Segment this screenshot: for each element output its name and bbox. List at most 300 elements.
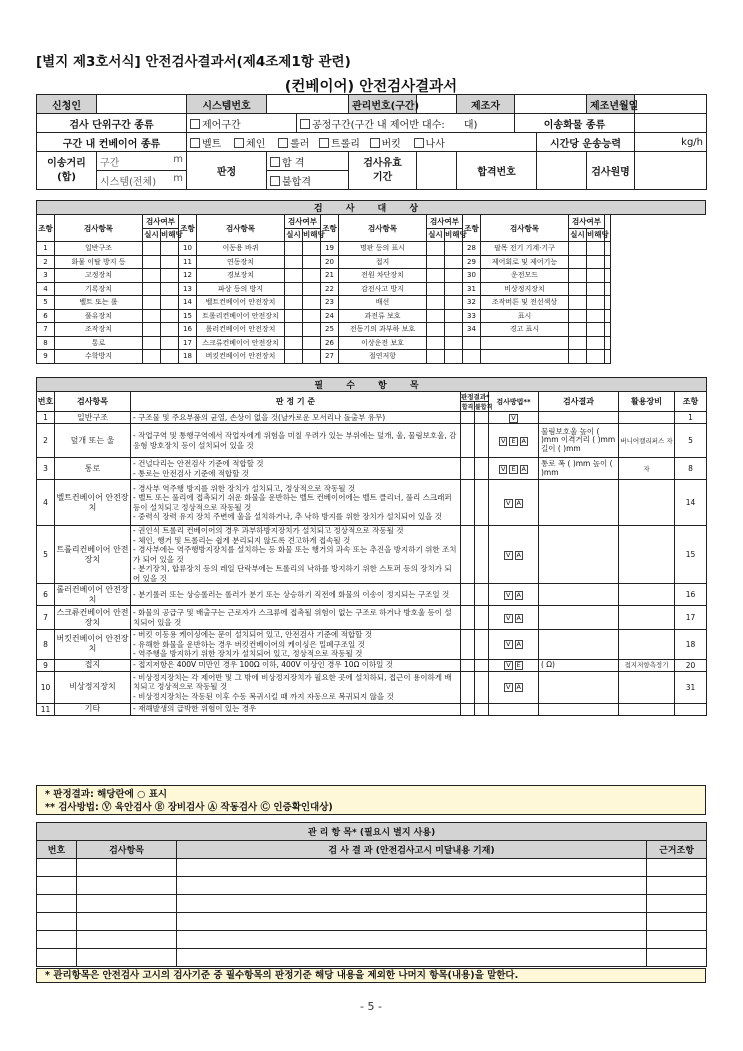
target-na-check[interactable] bbox=[303, 323, 321, 337]
req-result[interactable] bbox=[539, 526, 619, 584]
target-na-check[interactable] bbox=[587, 309, 605, 323]
target-clause-no: 18 bbox=[179, 350, 197, 364]
target-na-check[interactable] bbox=[587, 350, 605, 364]
target-item-name: 경고 표시 bbox=[481, 323, 569, 337]
target-do-check[interactable] bbox=[285, 242, 303, 256]
target-na-check[interactable] bbox=[587, 282, 605, 296]
mgmt-cell[interactable] bbox=[647, 859, 707, 877]
targets-h-no: 조항 bbox=[463, 215, 481, 242]
req-fail-cell[interactable] bbox=[475, 659, 489, 671]
target-do-check[interactable] bbox=[285, 323, 303, 337]
mgmt-cell[interactable] bbox=[77, 949, 177, 967]
req-method bbox=[489, 458, 539, 480]
target-do-check[interactable] bbox=[427, 296, 445, 310]
req-fail-cell[interactable] bbox=[475, 584, 489, 606]
method-v-icon: V bbox=[500, 436, 506, 445]
req-fail-cell[interactable] bbox=[475, 526, 489, 584]
mgmt-cell[interactable] bbox=[647, 877, 707, 895]
mgmt-cell[interactable] bbox=[77, 913, 177, 931]
target-na-check[interactable] bbox=[445, 255, 463, 269]
option-pass[interactable]: 합 격 bbox=[267, 152, 349, 171]
targets-h-no: 조항 bbox=[179, 215, 197, 242]
targets-row bbox=[37, 255, 706, 269]
page-number: - 5 - bbox=[360, 1000, 382, 1013]
target-item-name: 고정장치 bbox=[55, 269, 143, 283]
req-pass-cell[interactable] bbox=[461, 458, 475, 480]
checkbox-fail[interactable] bbox=[270, 176, 280, 186]
req-pass-cell[interactable] bbox=[461, 630, 475, 660]
mgmt-cell[interactable] bbox=[37, 895, 77, 913]
mgmt-cell[interactable] bbox=[647, 949, 707, 967]
target-na-check[interactable] bbox=[587, 296, 605, 310]
target-na-check[interactable] bbox=[445, 309, 463, 323]
target-do-check[interactable] bbox=[569, 269, 587, 283]
req-equipment: 자 bbox=[619, 458, 675, 480]
field-maker[interactable] bbox=[515, 95, 587, 114]
req-h-crit: 판 정 기 준 bbox=[131, 392, 461, 412]
req-fail-cell[interactable] bbox=[475, 412, 489, 424]
req-criteria: - 건널다리는 안전검사 기준에 적합할 것 - 통로는 안전검사 기준에 적합할 것 bbox=[131, 458, 461, 480]
mgmt-row bbox=[37, 949, 707, 967]
req-clause: 18 bbox=[675, 630, 707, 660]
checkbox-process[interactable] bbox=[300, 119, 310, 129]
target-do-check[interactable] bbox=[569, 242, 587, 256]
targets-h-not: 비해당 bbox=[587, 228, 605, 242]
req-pass-cell[interactable] bbox=[461, 526, 475, 584]
req-fail-cell[interactable] bbox=[475, 458, 489, 480]
req-h-result: 검사결과 bbox=[539, 392, 619, 412]
label-mgmt-no: 관리번호(구간) bbox=[349, 95, 417, 114]
target-do-check[interactable] bbox=[285, 336, 303, 350]
target-na-check[interactable] bbox=[303, 242, 321, 256]
target-item-name: 파상 등의 방지 bbox=[197, 282, 285, 296]
required-row bbox=[37, 424, 707, 458]
target-do-check[interactable] bbox=[143, 296, 161, 310]
target-clause-no: 14 bbox=[179, 296, 197, 310]
mgmt-cell[interactable] bbox=[647, 895, 707, 913]
target-item-name: 통로 bbox=[55, 336, 143, 350]
target-item-name: 롤러컨베이어 안전장치 bbox=[197, 323, 285, 337]
req-no: 2 bbox=[37, 424, 55, 458]
label-inspector: 검사원명 bbox=[587, 152, 635, 190]
method-v-icon: V bbox=[511, 413, 516, 422]
req-equipment: 접지저항측정기 bbox=[619, 659, 675, 671]
mgmt-cell[interactable] bbox=[177, 949, 647, 967]
target-na-check[interactable] bbox=[161, 255, 179, 269]
target-item-name: 이상운전 보호 bbox=[339, 336, 427, 350]
target-do-check[interactable] bbox=[427, 255, 445, 269]
req-clause: 8 bbox=[675, 458, 707, 480]
req-clause: 31 bbox=[675, 671, 707, 703]
req-result[interactable] bbox=[539, 480, 619, 526]
required-row bbox=[37, 606, 707, 630]
req-h-no: 번호 bbox=[37, 392, 55, 412]
checkbox-chain[interactable] bbox=[234, 138, 244, 148]
target-do-check[interactable] bbox=[569, 323, 587, 337]
target-do-check[interactable] bbox=[285, 282, 303, 296]
req-fail-cell[interactable] bbox=[475, 671, 489, 703]
mgmt-cell[interactable] bbox=[177, 913, 647, 931]
target-na-check[interactable] bbox=[303, 269, 321, 283]
target-na-check[interactable] bbox=[445, 323, 463, 337]
required-row bbox=[37, 412, 707, 424]
req-no: 1 bbox=[37, 412, 55, 424]
targets-h-yn: 검사여부 bbox=[143, 215, 179, 229]
target-na-check[interactable] bbox=[161, 269, 179, 283]
req-criteria: - 비상정지장치는 각 제어반 및 그 밖에 비상정지장치가 필요한 곳에 설치하되, 접근이 용이하게 배치되고 정상적으로 작동될 것 - 비상정지장치는 작동된 이후 수동 복귀시킬 때 까지 자동으로 복귀되지 않을 것 bbox=[131, 671, 461, 703]
field-inspector[interactable] bbox=[635, 152, 707, 190]
target-do-check[interactable] bbox=[285, 269, 303, 283]
target-clause-no bbox=[463, 336, 481, 350]
target-na-check[interactable] bbox=[161, 282, 179, 296]
method-e-icon: E bbox=[516, 661, 521, 669]
target-item-name bbox=[481, 350, 569, 364]
target-do-check[interactable] bbox=[427, 309, 445, 323]
target-item-name: 벨트컨베이어 안전장치 bbox=[197, 296, 285, 310]
req-method bbox=[489, 412, 539, 424]
req-fail-cell[interactable] bbox=[475, 480, 489, 526]
method-a-icon: A bbox=[516, 498, 521, 507]
target-clause-no: 21 bbox=[321, 269, 339, 283]
field-system-no[interactable] bbox=[267, 95, 349, 114]
field-capacity[interactable]: kg/h bbox=[635, 133, 707, 152]
mgmt-cell[interactable] bbox=[37, 859, 77, 877]
targets-h-item: 검사항목 bbox=[481, 215, 569, 242]
target-do-check[interactable] bbox=[427, 242, 445, 256]
target-na-check[interactable] bbox=[161, 309, 179, 323]
target-clause-no: 28 bbox=[463, 242, 481, 256]
target-na-check[interactable] bbox=[161, 242, 179, 256]
target-do-check[interactable] bbox=[427, 336, 445, 350]
target-do-check[interactable] bbox=[427, 269, 445, 283]
target-item-name bbox=[481, 336, 569, 350]
note-judge: * 판정결과: 해당란에 ○ 표시 bbox=[45, 789, 168, 800]
mgmt-h-clause: 근거조항 bbox=[647, 841, 707, 859]
target-item-name: 버킷컨베이어 안전장치 bbox=[197, 350, 285, 364]
target-do-check[interactable] bbox=[143, 336, 161, 350]
field-distance-system[interactable]: 시스템(전체) m bbox=[97, 171, 187, 190]
req-item: 버킷컨베이어 안전장치 bbox=[55, 630, 131, 660]
target-item-name: 수학방지 bbox=[55, 350, 143, 364]
checkbox-screw[interactable] bbox=[414, 138, 424, 148]
target-na-check[interactable] bbox=[587, 255, 605, 269]
target-clause-no: 16 bbox=[179, 323, 197, 337]
mgmt-row bbox=[37, 913, 707, 931]
target-na-check[interactable] bbox=[445, 282, 463, 296]
target-do-check[interactable] bbox=[285, 309, 303, 323]
method-a-icon: A bbox=[516, 590, 521, 599]
mgmt-cell[interactable] bbox=[77, 877, 177, 895]
target-do-check[interactable] bbox=[427, 282, 445, 296]
target-do-check[interactable] bbox=[427, 350, 445, 364]
target-na-check[interactable] bbox=[587, 242, 605, 256]
mgmt-cell[interactable] bbox=[647, 931, 707, 949]
req-fail-cell[interactable] bbox=[475, 630, 489, 660]
mgmt-cell[interactable] bbox=[77, 895, 177, 913]
target-na-check[interactable] bbox=[587, 323, 605, 337]
checkbox-bucket[interactable] bbox=[370, 138, 380, 148]
target-clause-no: 2 bbox=[37, 255, 55, 269]
mgmt-cell[interactable] bbox=[37, 949, 77, 967]
target-item-name: 비상정지장치 bbox=[481, 282, 569, 296]
label-distance: 이송거리 (합) bbox=[37, 152, 97, 190]
target-do-check[interactable] bbox=[285, 350, 303, 364]
req-result[interactable]: 통로 폭 ( )mm 높이 ( )mm bbox=[539, 458, 619, 480]
target-item-name: 조작장치 bbox=[55, 323, 143, 337]
target-do-check[interactable] bbox=[143, 282, 161, 296]
mgmt-cell[interactable] bbox=[177, 931, 647, 949]
notes-box bbox=[36, 785, 706, 815]
targets-h-no: 조항 bbox=[37, 215, 55, 242]
label-conv-kind: 구간 내 컨베이어 종류 bbox=[37, 133, 187, 152]
target-na-check[interactable] bbox=[303, 255, 321, 269]
req-pass-cell[interactable] bbox=[461, 480, 475, 526]
required-title: 필 수 항 목 bbox=[37, 378, 707, 392]
target-na-check[interactable] bbox=[303, 350, 321, 364]
checkbox-belt[interactable] bbox=[190, 138, 200, 148]
target-na-check[interactable] bbox=[587, 336, 605, 350]
target-do-check[interactable] bbox=[569, 255, 587, 269]
mgmt-h-item: 검사항목 bbox=[77, 841, 177, 859]
method-a-icon: A bbox=[516, 550, 521, 559]
target-clause-no: 26 bbox=[321, 336, 339, 350]
req-no: 6 bbox=[37, 584, 55, 606]
mgmt-row bbox=[37, 859, 707, 877]
targets-row bbox=[37, 296, 706, 310]
mgmt-cell[interactable] bbox=[177, 895, 647, 913]
req-result[interactable] bbox=[539, 703, 619, 715]
target-item-name: 접지 bbox=[339, 255, 427, 269]
req-pass-cell[interactable] bbox=[461, 412, 475, 424]
required-row bbox=[37, 526, 707, 584]
method-a-icon: A bbox=[516, 683, 521, 691]
target-item-name: 이동용 바퀴 bbox=[197, 242, 285, 256]
targets-h-item: 검사항목 bbox=[55, 215, 143, 242]
mgmt-footnote: * 관리항목은 안전검사 고시의 검사기준 중 필수항목의 판정기준 해당 내용을 제외한 나머지 항목(내용)을 말한다. bbox=[36, 968, 706, 983]
target-na-check[interactable] bbox=[161, 296, 179, 310]
target-clause-no: 30 bbox=[463, 269, 481, 283]
target-item-name: 기록장치 bbox=[55, 282, 143, 296]
req-no: 3 bbox=[37, 458, 55, 480]
target-clause-no: 6 bbox=[37, 309, 55, 323]
req-pass-cell[interactable] bbox=[461, 703, 475, 715]
mgmt-cell[interactable] bbox=[77, 931, 177, 949]
target-na-check[interactable] bbox=[303, 282, 321, 296]
method-v-icon: V bbox=[506, 640, 511, 649]
field-applicant[interactable] bbox=[97, 95, 187, 114]
mgmt-h-no: 번호 bbox=[37, 841, 77, 859]
req-equipment bbox=[619, 606, 675, 630]
req-equipment bbox=[619, 584, 675, 606]
target-na-check[interactable] bbox=[161, 323, 179, 337]
req-fail-cell[interactable] bbox=[475, 703, 489, 715]
req-criteria: - 작업구역 및 통행구역에서 작업자에게 위험을 미칠 우려가 있는 부위에는 덮개, 울, 물림보호울, 감응형 방호장치 등이 설치되어 있을 것 bbox=[131, 424, 461, 458]
targets-spacer bbox=[605, 350, 611, 364]
target-clause-no: 12 bbox=[179, 269, 197, 283]
target-do-check[interactable] bbox=[143, 242, 161, 256]
field-valid-period[interactable] bbox=[417, 152, 457, 190]
mgmt-h-result: 검 사 결 과 (안전검사고시 미달내용 기재) bbox=[177, 841, 647, 859]
req-no: 8 bbox=[37, 630, 55, 660]
target-clause-no: 11 bbox=[179, 255, 197, 269]
label-made-date: 제조년월일 bbox=[587, 95, 635, 114]
req-criteria: - 재해발생의 급박한 위험이 있는 경우 bbox=[131, 703, 461, 715]
target-do-check[interactable] bbox=[569, 336, 587, 350]
targets-h-do: 실시 bbox=[285, 228, 303, 242]
target-do-check[interactable] bbox=[285, 296, 303, 310]
target-item-name: 연동장치 bbox=[197, 255, 285, 269]
target-item-name: 배선 bbox=[339, 296, 427, 310]
option-fail[interactable]: 불합격 bbox=[267, 171, 349, 190]
option-process[interactable]: 공정구간(구간 내 제어반 대수: 대) bbox=[297, 114, 515, 133]
target-item-name: 스크류컨베이어 안전장치 bbox=[197, 336, 285, 350]
req-result[interactable] bbox=[539, 630, 619, 660]
target-do-check[interactable] bbox=[427, 323, 445, 337]
label-cargo: 이송화물 종류 bbox=[515, 114, 635, 133]
checkbox-roller[interactable] bbox=[278, 138, 288, 148]
target-clause-no: 29 bbox=[463, 255, 481, 269]
target-na-check[interactable] bbox=[445, 269, 463, 283]
targets-h-do: 실시 bbox=[427, 228, 445, 242]
req-criteria: - 경사부 역주행 방지를 위한 장치가 설치되고, 정상적으로 작동될 것 - 벨트 또는 풀리에 접촉되기 쉬운 화물을 운반하는 벨트 컨베이어에는 벨트 클리너, 풀리 스크래퍼 등이 설치되고 정상적으로 작동될 것 - 중력식 장력 유지 장치 주변에 울을 설치하거나, 추 낙하 방지를 위한 장치가 설치되어 있을 것 bbox=[131, 480, 461, 526]
target-do-check[interactable] bbox=[285, 255, 303, 269]
mgmt-cell[interactable] bbox=[647, 913, 707, 931]
target-clause-no: 13 bbox=[179, 282, 197, 296]
target-clause-no: 20 bbox=[321, 255, 339, 269]
req-no: 7 bbox=[37, 606, 55, 630]
target-item-name: 운전모드 bbox=[481, 269, 569, 283]
field-mgmt-no[interactable] bbox=[417, 95, 457, 114]
target-item-name: 화물 이탈 방지 등 bbox=[55, 255, 143, 269]
target-do-check[interactable] bbox=[143, 309, 161, 323]
target-na-check[interactable] bbox=[445, 296, 463, 310]
target-na-check[interactable] bbox=[445, 242, 463, 256]
target-na-check[interactable] bbox=[161, 350, 179, 364]
field-pass-no[interactable] bbox=[537, 152, 587, 190]
option-control[interactable]: 제어구간 bbox=[187, 114, 297, 133]
field-made-date[interactable] bbox=[635, 95, 707, 114]
target-item-name: 표시 bbox=[481, 309, 569, 323]
target-item-name: 명판 등의 표시 bbox=[339, 242, 427, 256]
req-result[interactable]: ( Ω) bbox=[539, 659, 619, 671]
targets-h-not: 비해당 bbox=[161, 228, 179, 242]
target-do-check[interactable] bbox=[143, 323, 161, 337]
target-na-check[interactable] bbox=[303, 336, 321, 350]
mgmt-cell[interactable] bbox=[177, 859, 647, 877]
target-clause-no: 3 bbox=[37, 269, 55, 283]
target-item-name: 경보장치 bbox=[197, 269, 285, 283]
req-method bbox=[489, 480, 539, 526]
req-equipment bbox=[619, 630, 675, 660]
target-na-check[interactable] bbox=[161, 336, 179, 350]
target-item-name: 제어회로 및 제어기능 bbox=[481, 255, 569, 269]
targets-h-yn: 검사여부 bbox=[569, 215, 605, 229]
mgmt-cell[interactable] bbox=[77, 859, 177, 877]
targets-h-item: 검사항목 bbox=[339, 215, 427, 242]
req-method bbox=[489, 630, 539, 660]
target-clause-no: 4 bbox=[37, 282, 55, 296]
field-cargo[interactable] bbox=[635, 114, 707, 133]
target-do-check[interactable] bbox=[569, 309, 587, 323]
req-clause: 1 bbox=[675, 412, 707, 424]
target-na-check[interactable] bbox=[303, 309, 321, 323]
method-v-icon: V bbox=[506, 683, 511, 691]
target-do-check[interactable] bbox=[143, 255, 161, 269]
required-items-table bbox=[36, 377, 707, 716]
req-result[interactable] bbox=[539, 671, 619, 703]
mgmt-cell[interactable] bbox=[37, 877, 77, 895]
target-item-name: 일반구조 bbox=[55, 242, 143, 256]
target-clause-no: 8 bbox=[37, 336, 55, 350]
method-v-icon: V bbox=[506, 590, 511, 599]
target-clause-no: 10 bbox=[179, 242, 197, 256]
req-pass-cell[interactable] bbox=[461, 424, 475, 458]
management-items-table bbox=[36, 822, 707, 967]
checkbox-trolley[interactable] bbox=[319, 138, 329, 148]
target-do-check[interactable] bbox=[569, 350, 587, 364]
target-clause-no: 5 bbox=[37, 296, 55, 310]
req-pass-cell[interactable] bbox=[461, 659, 475, 671]
target-do-check[interactable] bbox=[569, 282, 587, 296]
req-fail-cell[interactable] bbox=[475, 606, 489, 630]
checkbox-pass[interactable] bbox=[270, 157, 280, 167]
target-na-check[interactable] bbox=[303, 296, 321, 310]
method-v-icon: V bbox=[506, 498, 511, 507]
req-result[interactable]: 물림보호울 높이 ( )mm 이격거리 ( )mm 길이 ( )mm bbox=[539, 424, 619, 458]
targets-h-no: 조항 bbox=[321, 215, 339, 242]
mgmt-cell[interactable] bbox=[37, 931, 77, 949]
req-h-fail: 불합격 bbox=[475, 402, 489, 412]
req-clause: 16 bbox=[675, 584, 707, 606]
mgmt-cell[interactable] bbox=[37, 913, 77, 931]
required-row bbox=[37, 703, 707, 715]
req-no: 9 bbox=[37, 659, 55, 671]
checkbox-control[interactable] bbox=[190, 119, 200, 129]
req-no: 10 bbox=[37, 671, 55, 703]
req-no: 4 bbox=[37, 480, 55, 526]
target-do-check[interactable] bbox=[143, 350, 161, 364]
req-fail-cell[interactable] bbox=[475, 424, 489, 458]
req-pass-cell[interactable] bbox=[461, 584, 475, 606]
mgmt-cell[interactable] bbox=[177, 877, 647, 895]
target-do-check[interactable] bbox=[569, 296, 587, 310]
target-do-check[interactable] bbox=[143, 269, 161, 283]
req-method bbox=[489, 606, 539, 630]
targets-row bbox=[37, 336, 706, 350]
target-clause-no: 9 bbox=[37, 350, 55, 364]
req-clause bbox=[675, 703, 707, 715]
target-clause-no: 24 bbox=[321, 309, 339, 323]
field-distance-section[interactable]: 구간 m bbox=[97, 152, 187, 171]
req-pass-cell[interactable] bbox=[461, 606, 475, 630]
target-item-name: 조작버튼 및 전선색상 bbox=[481, 296, 569, 310]
target-clause-no: 23 bbox=[321, 296, 339, 310]
req-pass-cell[interactable] bbox=[461, 671, 475, 703]
req-result[interactable] bbox=[539, 412, 619, 424]
target-na-check[interactable] bbox=[445, 336, 463, 350]
req-result[interactable] bbox=[539, 606, 619, 630]
target-na-check[interactable] bbox=[587, 269, 605, 283]
target-item-name: 과전류 보호 bbox=[339, 309, 427, 323]
target-clause-no: 22 bbox=[321, 282, 339, 296]
targets-row bbox=[37, 242, 706, 256]
req-item: 통로 bbox=[55, 458, 131, 480]
req-h-pass: 합격 bbox=[461, 402, 475, 412]
target-na-check[interactable] bbox=[445, 350, 463, 364]
req-result[interactable] bbox=[539, 584, 619, 606]
targets-row bbox=[37, 269, 706, 283]
req-h-clause: 조항 bbox=[675, 392, 707, 412]
